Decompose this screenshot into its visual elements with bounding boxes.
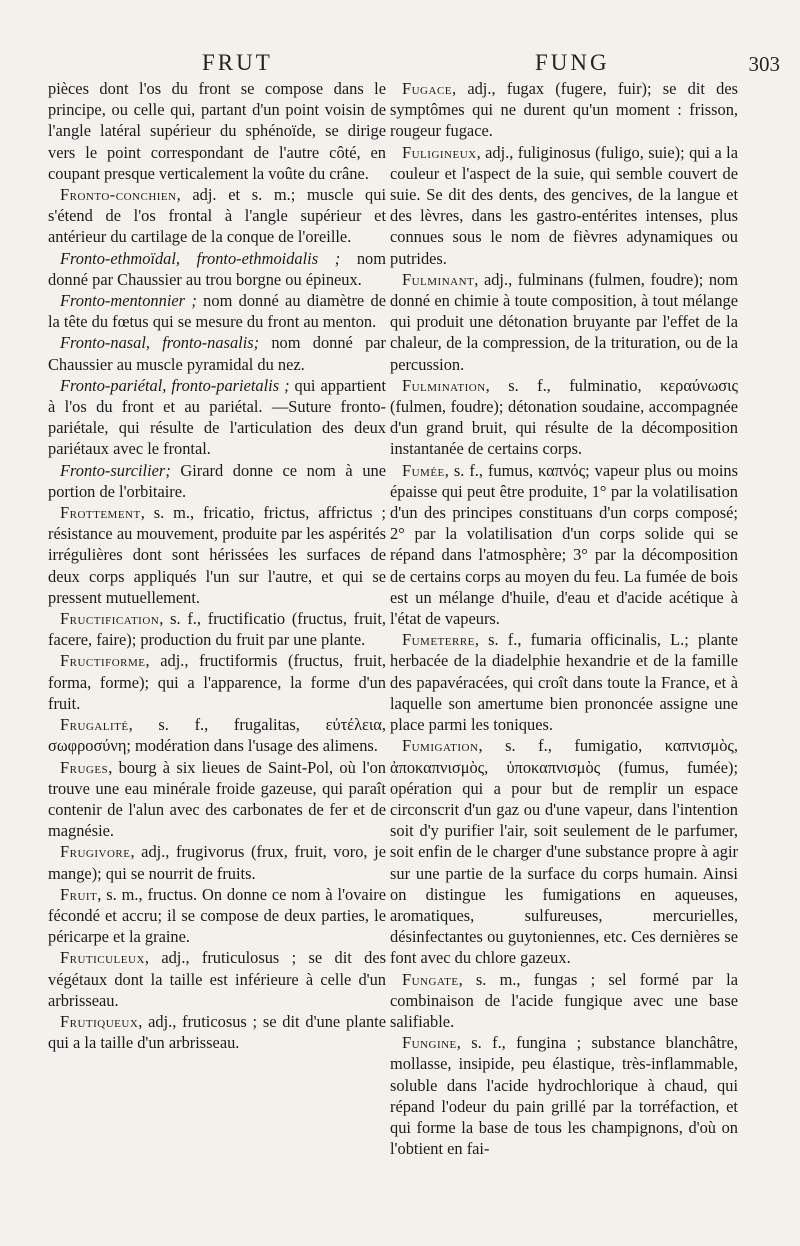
entry-definition: , s. f., fulminatio, κεραύνωσις (fulmen, foudre); détonation soudaine, accompagnée d'un grand bruit, qui résulte de la décomposition instantanée de certains corps. — [390, 375, 738, 459]
entry-term: Fronto-pariétal, fronto-parietalis ; — [60, 375, 290, 395]
entry-term: Fruges — [60, 757, 109, 777]
dictionary-entry — [390, 375, 738, 460]
entry-definition: , adj., fruticosus ; se dit d'une plante qui a la taille d'un arbrisseau. — [48, 1011, 386, 1053]
entry-definition: , adj., frugivorus (frux, fruit, voro, je mange); qui se nourrit de fruits. — [48, 842, 386, 883]
page-number: 303 — [748, 52, 780, 76]
entry-definition: , s. f., fumus, καπνός; vapeur plus ou moins épaisse qui peut être produite, 1° par la volatilisation d'un des principes constituans d'un corps composé; 2° par la volatilisation d'un corps solide qui se répand dans l'atmosphère; 3° par la décomposition de certains corps au moyen du feu. La fumée de bois est un mélange d'huile, d'eau et d'acide acétique à l'état de vapeurs. — [390, 460, 738, 629]
dictionary-entry — [48, 757, 386, 842]
entry-term: Fronto-mentonnier ; — [60, 291, 197, 311]
dictionary-entry — [48, 290, 386, 332]
entry-term: Frugivore — [60, 842, 131, 862]
dictionary-entry — [48, 1011, 386, 1053]
dictionary-entry — [390, 269, 738, 375]
dictionary-entry — [48, 375, 386, 460]
dictionary-entry — [48, 884, 386, 948]
dictionary-entry — [48, 841, 386, 883]
dictionary-entry — [48, 608, 386, 650]
entry-definition: , s. m., fructus. On donne ce nom à l'ovaire fécondé et accru; il se compose de deux parties, le péricarpe et la graine. — [48, 884, 386, 947]
dictionary-entry — [390, 78, 738, 142]
right-running-head: FUNG — [535, 50, 610, 75]
dictionary-entry — [48, 650, 386, 714]
entry-definition: , s. m., fungas ; sel formé par la combinaison de l'acide fungique avec une base salifiable. — [390, 969, 738, 1031]
left-running-head: FRUT — [202, 50, 273, 75]
entry-term: Fumée — [402, 460, 445, 480]
entry-term: Fungate — [402, 969, 459, 989]
continued-entry — [48, 78, 386, 184]
dictionary-entry — [48, 460, 386, 502]
entry-definition: , s. f., fungina ; substance blanchâtre, mollasse, insipide, peu élastique, très-inflammable, soluble dans l'acide hydrochlorique à chaud, qui répand l'odeur du pain grillé par la torréfaction, et qui forme la base de tous les champignons, d'où on l'obtient en fai- — [390, 1033, 738, 1159]
entry-term: Fruit — [60, 884, 98, 904]
dictionary-entry — [48, 502, 386, 608]
entry-definition: , bourg à six lieues de Saint-Pol, où l'on trouve une eau minérale froide gazeuse, qui paraît contenir de l'alun avec des carbonates de fer et de magnésie. — [48, 757, 386, 841]
entry-term: Fronto-ethmoïdal, fronto-ethmoidalis ; — [60, 248, 341, 268]
entry-term: Fuligineux — [402, 142, 477, 162]
entry-definition: pièces dont l'os du front se compose dans le principe, ou celle qui, partant d'un point voisin de l'angle latéral supérieur du sphénoïde, se dirige vers le point correspondant de l'autre côté, en coupant presque verticalement la voûte du crâne. — [48, 79, 386, 183]
entry-definition: , s. f., fumigatio, καπνισμὸς, ἀποκαπνισμὸς, ὑποκαπνισμὸς (fumus, fumée); opération qui a pour but de remplir un espace circonscrit d'un gaz ou d'une vapeur, dans l'intention soit d'y purifier l'air, soit seulement de le parfumer, soit enfin de le charger d'une substance propre à agir sur une partie de la surface du corps humain. Ainsi on distingue les fumigations en aqueuses, aromatiques, sulfureuses, mercurielles, désinfectantes ou guytoniennes, etc. Ces dernières se font avec du chlore gazeux. — [390, 736, 738, 968]
dictionary-entry — [390, 629, 738, 735]
dictionary-entry — [390, 460, 738, 630]
dictionary-entry — [48, 332, 386, 374]
entry-term: Fumigation — [402, 736, 479, 756]
entry-term: Frugalité — [60, 715, 129, 735]
right-column — [390, 78, 738, 1159]
dictionary-entry — [390, 142, 738, 269]
entry-definition: , adj., fugax (fugere, fuir); se dit des symptômes qui ne durent qu'un moment : frisson, rougeur fugace. — [390, 79, 738, 141]
entry-term: Fructification — [60, 609, 160, 629]
entry-definition: nom donné par Chaussier au trou borgne ou épineux. — [48, 248, 386, 289]
entry-definition: qui appartient à l'os du front et au pariétal. —Suture fronto-pariétale, qui résulte de l'articulation des deux pariétaux avec le frontal. — [48, 375, 386, 459]
entry-term: Frutiqueux — [60, 1011, 139, 1031]
page-header — [40, 44, 780, 78]
entry-definition: , s. m., fricatio, frictus, affrictus ; résistance au mouvement, produite par les aspérités irrégulières dont sont hérissées les surfaces de deux corps appliqués l'un sur l'autre, et qui se pressent mutuellement. — [48, 503, 386, 607]
entry-definition: , adj., fuliginosus (fuligo, suie); qui a la couleur et l'aspect de la suie, qui semble couvert de suie. Se dit des dents, des gencives, de la langue et des lèvres, dans les gastro-entérites intenses, plus connues sous le nom de fièvres adynamiques ou putrides. — [390, 142, 738, 268]
entry-term: Fumeterre — [402, 630, 475, 650]
entry-term: Fructiforme — [60, 651, 146, 671]
dictionary-entry — [48, 248, 386, 290]
entry-definition: , adj., fruticulosus ; se dit des végétaux dont la taille est inférieure à celle d'un arbrisseau. — [48, 948, 386, 1010]
entry-definition: , adj., fructiformis (fructus, fruit, forma, forme); qui a l'apparence, la forme d'un fruit. — [48, 651, 386, 713]
entry-definition: , s. f., frugalitas, εὐτέλεια, σωφροσύνη; modération dans l'usage des alimens. — [48, 715, 386, 756]
dictionary-entry — [390, 969, 738, 1033]
entry-term: Fruticuleux — [60, 948, 145, 968]
entry-definition: , adj. et s. m.; muscle qui s'étend de l'os frontal à l'angle supérieur et antérieur du cartilage de la conque de l'oreille. — [48, 185, 386, 247]
left-column — [48, 78, 386, 1053]
entry-term: Frottement — [60, 503, 141, 523]
entry-term: Fungine — [402, 1033, 457, 1053]
entry-definition: , s. f., fumaria officinalis, L.; plante herbacée de la diadelphie hexandrie et de la famille des papavéracées, qui croît dans toute la France, et à laquelle son amertume bien prononcée assigne une place parmi les toniques. — [390, 630, 738, 735]
dictionary-entry — [48, 714, 386, 756]
entry-definition: nom donné par Chaussier au muscle pyramidal du nez. — [48, 333, 386, 374]
entry-term: Fronto-nasal, fronto-nasalis; — [60, 333, 260, 353]
dictionary-entry — [48, 947, 386, 1011]
dictionary-entry — [390, 1032, 738, 1159]
entry-term: Fulminant — [402, 269, 475, 289]
dictionary-entry — [48, 184, 386, 248]
entry-definition: , s. f., fructificatio (fructus, fruit, facere, faire); production du fruit par une plante. — [48, 609, 386, 650]
entry-definition: , adj., fulminans (fulmen, foudre); nom donné en chimie à toute composition, à tout mélange qui produit une détonation bruyante par l'effet de la chaleur, de la compression, de la trituration, ou de la percussion. — [390, 269, 738, 374]
entry-term: Fronto-surcilier; — [60, 460, 171, 480]
entry-definition: Girard donne ce nom à une portion de l'orbitaire. — [48, 460, 386, 501]
entry-definition: nom donné au diamètre de la tête du fœtus qui se mesure du front au menton. — [48, 291, 387, 332]
entry-term: Fronto-conchien — [60, 185, 177, 205]
entry-term: Fugace — [402, 79, 453, 98]
entry-term: Fulmination — [402, 375, 486, 395]
dictionary-entry — [390, 735, 738, 968]
